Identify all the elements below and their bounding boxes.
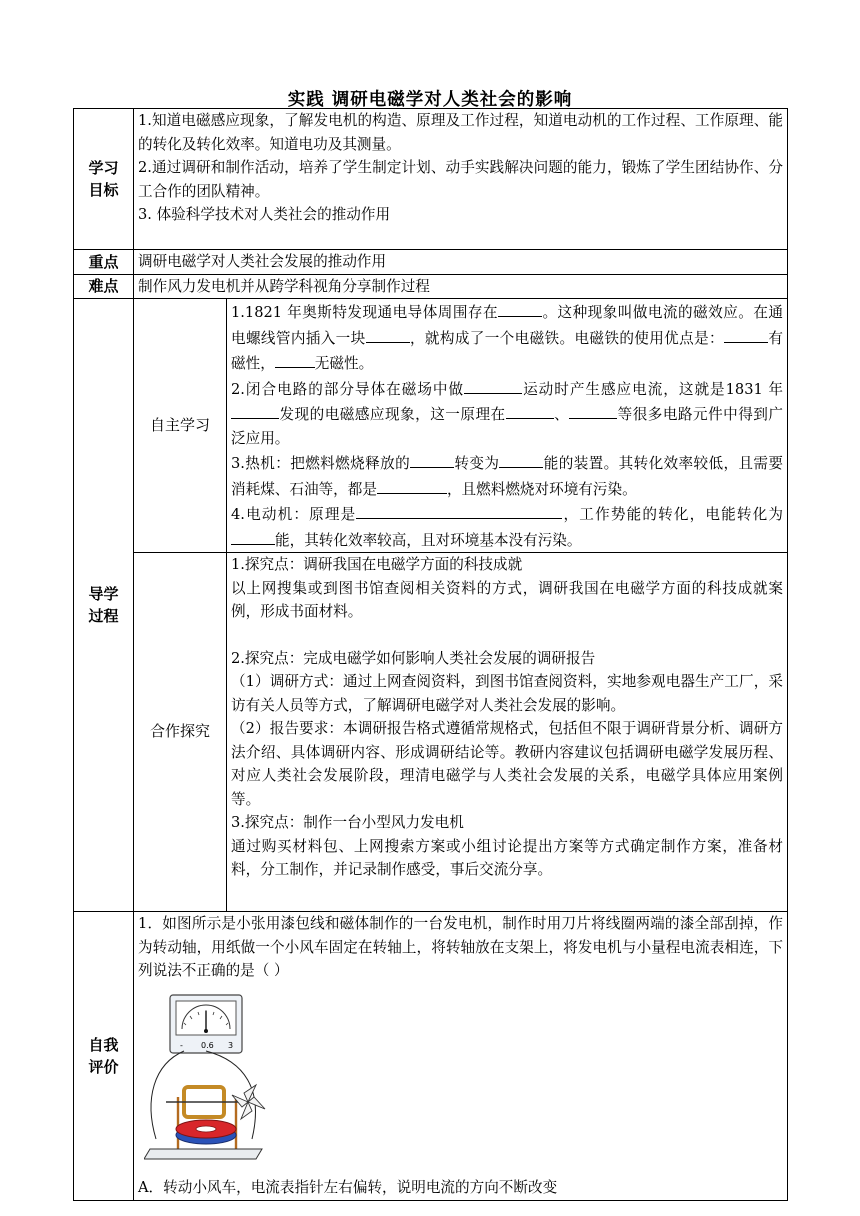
q2-blank-2[interactable] bbox=[231, 401, 279, 419]
self-study-row bbox=[74, 299, 788, 553]
self-eval-row bbox=[74, 912, 788, 1201]
cooperation-label: 合作探究 bbox=[134, 553, 227, 912]
lesson-table bbox=[73, 108, 788, 1201]
q3-blank-2[interactable] bbox=[499, 450, 543, 468]
q3-part-c: 能的装置。其转化效率较低，且需要消耗煤、石油等，都是 bbox=[231, 455, 783, 498]
q2-blank-1[interactable] bbox=[464, 376, 522, 394]
self-eval-label-line2: 评价 bbox=[88, 1057, 119, 1076]
ammeter-terminal-06: 0.6 bbox=[201, 1040, 214, 1050]
goal-2: 2.通过调研和制作活动，培养了学生制定计划、动手实践解决问题的能力，锻炼了学生团结协作、分工合作的团队精神。 bbox=[138, 159, 783, 200]
ammeter-pivot bbox=[204, 1029, 208, 1033]
goal-3: 3. 体验科学技术对人类社会的推动作用 bbox=[138, 206, 391, 223]
q1-part-c: ，就构成了一个电磁铁。电磁铁的使用优点是： bbox=[409, 329, 725, 347]
q1-part-a: 1.1821 年奥斯特发现通电导体周围存在 bbox=[231, 304, 499, 321]
q3-part-d: ，且燃料燃烧对环境有污染。 bbox=[446, 480, 637, 498]
q2-part-a: 2.闭合电路的部分导体在磁场中做 bbox=[231, 380, 465, 398]
goals-label-line2: 目标 bbox=[88, 181, 119, 199]
coop-spacer bbox=[231, 624, 783, 647]
q1-blank-1[interactable] bbox=[498, 299, 542, 317]
goals-label-line1: 学习 bbox=[88, 159, 119, 177]
q2-part-b: 运动时产生感应电流，这就是1831 年 bbox=[522, 380, 783, 398]
q2-blank-3[interactable] bbox=[506, 401, 554, 419]
self-eval-label-line1: 自我 bbox=[88, 1035, 119, 1054]
process-label-line2: 过程 bbox=[88, 607, 119, 625]
coop-p1-title: 1.探究点：调研我国在电磁学方面的科技成就 bbox=[231, 556, 523, 573]
self-study-q1 bbox=[231, 299, 783, 376]
self-eval-question: 1．如图所示是小张用漆包线和磁体制作的一台发电机，制作时用刀片将线圈两端的漆全部刮掉，作为转动轴，用纸做一个小风车固定在转轴上，将转轴放在支架上，将发电机与小量程电流表相连，下列说法不正确的是（ ） bbox=[138, 915, 783, 979]
key-points-row bbox=[74, 250, 788, 275]
goals-row bbox=[74, 109, 788, 250]
key-points-label: 重点 bbox=[74, 250, 134, 275]
key-points-text: 调研电磁学对人类社会发展的推动作用 bbox=[134, 250, 788, 275]
q4-blank-2[interactable] bbox=[231, 527, 275, 545]
q1-blank-4[interactable] bbox=[275, 350, 315, 368]
q4-part-a: 4.电动机：原理是 bbox=[231, 506, 357, 523]
q4-part-b: ，工作势能的转化，电能转化为 bbox=[562, 506, 783, 523]
coop-p2-report: （2）报告要求：本调研报告格式遵循常规格式，包括但不限于调研背景分析、调研方法介绍、具体调研内容、形成调研结论等。教研内容建议包括调研电磁学发展历程、对应人类社会发展阶段，理清电磁学与人类社会发展的关系，电磁学具体应用案例等。 bbox=[231, 720, 783, 808]
base-plate bbox=[144, 1149, 262, 1159]
process-label bbox=[74, 299, 134, 912]
self-study-q4 bbox=[231, 501, 783, 552]
self-eval-option-a[interactable]: A．转动小风车，电流表指针左右偏转，说明电流的方向不断改变 bbox=[138, 1179, 558, 1196]
q1-part-e: 无磁性。 bbox=[314, 355, 374, 372]
q1-blank-2[interactable] bbox=[366, 325, 410, 343]
q1-blank-3[interactable] bbox=[724, 325, 768, 343]
coop-p2-method: （1）调研方式：通过上网查阅资料，到图书馆查阅资料，实地参观电器生产工厂，采访有关人员等方式，了解调研电磁学对人类社会发展的影响。 bbox=[231, 673, 783, 714]
q2-part-c: 发现的电磁感应现象，这一原理在 bbox=[279, 406, 506, 423]
coop-p2-title: 2.探究点：完成电磁学如何影响人类社会发展的调研报告 bbox=[231, 649, 596, 667]
difficult-points-text: 制作风力发电机并从跨学科视角分享制作过程 bbox=[134, 274, 788, 299]
difficult-points-label: 难点 bbox=[74, 274, 134, 299]
self-study-label: 自主学习 bbox=[134, 299, 227, 553]
coop-p3-text: 通过购买材料包、上网搜索方案或小组讨论提出方案等方式确定制作方案，准备材料，分工制作，并记录制作感受，事后交流分享。 bbox=[231, 837, 783, 878]
generator-diagram bbox=[144, 989, 269, 1169]
q1-part-b: 。这种现象叫做电流的磁效应。在通电螺线管内插入一块 bbox=[231, 304, 783, 347]
process-label-line1: 导学 bbox=[88, 585, 119, 603]
q3-blank-1[interactable] bbox=[410, 450, 454, 468]
magnet-hole bbox=[196, 1126, 216, 1132]
q3-part-a: 3.热机：把燃料燃烧释放的 bbox=[231, 455, 411, 472]
self-eval-content bbox=[134, 912, 788, 1201]
self-study-q3 bbox=[231, 450, 783, 501]
self-eval-label bbox=[74, 912, 134, 1201]
goal-1: 1.知道电磁感应现象，了解发电机的构造、原理及工作过程，知道电动机的工作过程、工作原理、能的转化及转化效率。知道电功及其测量。 bbox=[138, 112, 783, 153]
page-title: 实践 调研电磁学对人类社会的影响 bbox=[287, 90, 573, 110]
self-study-content bbox=[227, 299, 788, 553]
q2-blank-4[interactable] bbox=[569, 401, 617, 419]
q4-blank-1[interactable] bbox=[356, 501, 562, 519]
q2-part-e: 等很多电路元件中得到广泛应用。 bbox=[231, 406, 783, 447]
cooperation-row bbox=[74, 553, 788, 912]
coop-p3-title: 3.探究点：制作一台小型风力发电机 bbox=[231, 814, 464, 831]
goals-content bbox=[134, 109, 788, 250]
ammeter-terminal-3: 3 bbox=[228, 1040, 234, 1050]
generator-figure bbox=[144, 989, 783, 1177]
q3-part-b: 转变为 bbox=[454, 455, 500, 472]
q2-part-d: 、 bbox=[553, 406, 570, 423]
difficult-points-row bbox=[74, 274, 788, 299]
self-study-q2 bbox=[231, 376, 783, 451]
cooperation-content bbox=[227, 553, 788, 912]
goals-label bbox=[74, 109, 134, 250]
q4-part-c: 能，其转化效率较高，且对环境基本没有污染。 bbox=[275, 531, 582, 549]
coop-p1-text: 以上网搜集或到图书馆查阅相关资料的方式，调研我国在电磁学方面的科技成就案例，形成书面材料。 bbox=[231, 579, 783, 620]
q1-part-d: 有磁性， bbox=[231, 329, 783, 372]
ammeter-terminal-minus: - bbox=[180, 1040, 183, 1050]
q3-blank-3[interactable] bbox=[377, 476, 447, 494]
